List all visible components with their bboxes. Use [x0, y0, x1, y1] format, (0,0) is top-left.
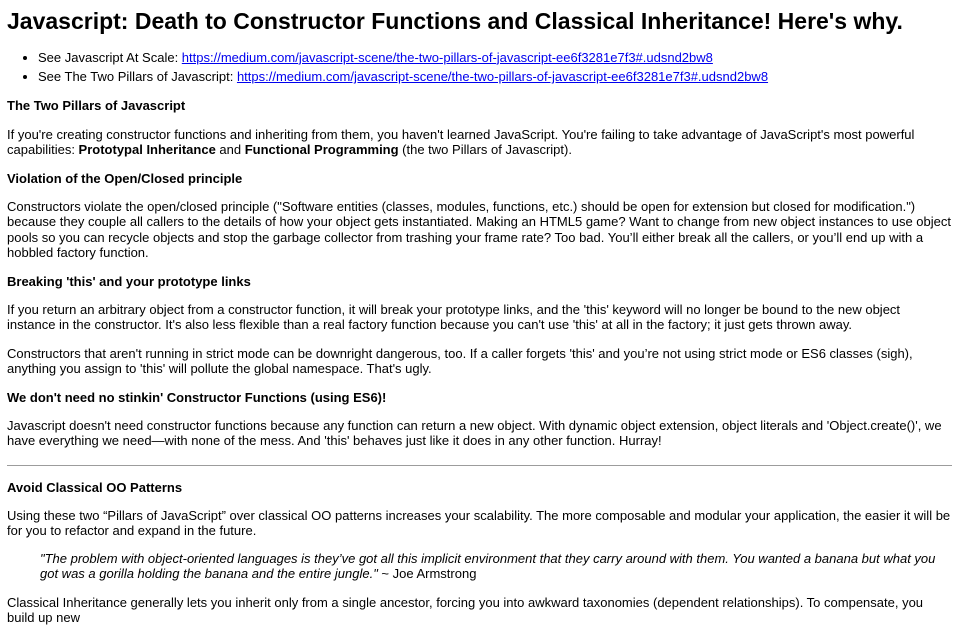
medium-link-js-at-scale[interactable]: https://medium.com/javascript-scene/the-two-pillars-of-javascript-ee6f3281e7f3#.udsnd2bw8: [181, 49, 713, 65]
section-heading-two-pillars: The Two Pillars of Javascript: [7, 98, 186, 114]
quote-block: [40, 551, 952, 581]
paragraph-breaking-this-2: Constructors that aren't running in strict mode can be downright dangerous, too. If a caller forgets 'this' and you’re not using strict mode or ES6 classes (sigh), anything you assign to 'this' will pollute the global namespace. That's ugly.: [7, 345, 913, 376]
paragraph-classical-inheritance: Classical Inheritance generally lets you inherit only from a single ancestor, forcing you into awkward taxonomies (dependent relationships). To compensate, you build up new: [7, 594, 924, 625]
medium-link-two-pillars[interactable]: https://medium.com/javascript-scene/the-two-pillars-of-javascript-ee6f3281e7f3#.udsnd2bw8: [236, 69, 769, 85]
list-item: [38, 69, 952, 84]
list-item: [38, 50, 952, 65]
paragraph-breaking-this-1: If you return an arbitrary object from a constructor function, it will break your prototype links, and the 'this' keyword will no longer be bound to the new object instance in the constructor. It's also less flexible than a real factory function because you can't use 'this' at all in the factory; it just gets thrown away.: [7, 302, 901, 333]
divider: [7, 465, 952, 466]
article: [7, 8, 952, 625]
link-label: See Javascript At Scale:: [38, 49, 182, 65]
section-heading-no-constructors: We don't need no stinkin' Constructor Functions (using ES6)!: [7, 389, 387, 405]
link-label: See The Two Pillars of Javascript:: [38, 69, 237, 85]
paragraph-two-pillars: [7, 127, 952, 157]
bold-segment-prototypal-inheritance: Prototypal Inheritance: [78, 141, 216, 157]
quote-text: "The problem with object-oriented languages is they’ve got all this implicit environment that they carry around with them. You wanted a banana but what you got was a gorilla holding the banana and the entire jungle.": [40, 551, 936, 582]
section-heading-avoid-oo: Avoid Classical OO Patterns: [7, 479, 183, 495]
paragraph-no-constructors: Javascript doesn't need constructor functions because any function can return a new object. With dynamic object extension, object literals and 'Object.create()', we have everything we need—with none of the mess. And 'this' behaves just like it does in any other function. Hurray!: [7, 418, 942, 449]
page-title: Javascript: Death to Constructor Functions and Classical Inheritance! Here's why.: [7, 8, 903, 34]
paragraph-avoid-oo: Using these two “Pillars of JavaScript” over classical OO patterns increases your scalability. The more composable and modular your application, the easier it will be for you to refactor and expand in the future.: [7, 507, 951, 538]
section-heading-open-closed: Violation of the Open/Closed principle: [7, 170, 243, 186]
text-segment: If you're creating constructor functions and inheriting from them, you haven't learned JavaScript. You're failing to take advantage of JavaScript's most powerful capabilities:: [7, 126, 915, 157]
paragraph-open-closed: Constructors violate the open/closed principle ("Software entities (classes, modules, functions, etc.) should be open for extension but closed for modification.") because they couple all callers to the details of how your object gets instantiated. Making an HTML5 game? Want to change from new object instances to use object pools so you can recycle objects and stop the garbage collector from trashing your frame rate? Too bad. You’ll either break all the callers, or you’ll end up with a hobbled factory function.: [7, 199, 951, 260]
text-segment: (the two Pillars of Javascript).: [398, 141, 572, 157]
text-segment: and: [215, 141, 245, 157]
section-heading-breaking-this: Breaking 'this' and your prototype links: [7, 273, 251, 289]
reference-list: [7, 50, 952, 84]
bold-segment-functional-programming: Functional Programming: [244, 141, 399, 157]
quote-attribution: ~ Joe Armstrong: [377, 566, 477, 582]
